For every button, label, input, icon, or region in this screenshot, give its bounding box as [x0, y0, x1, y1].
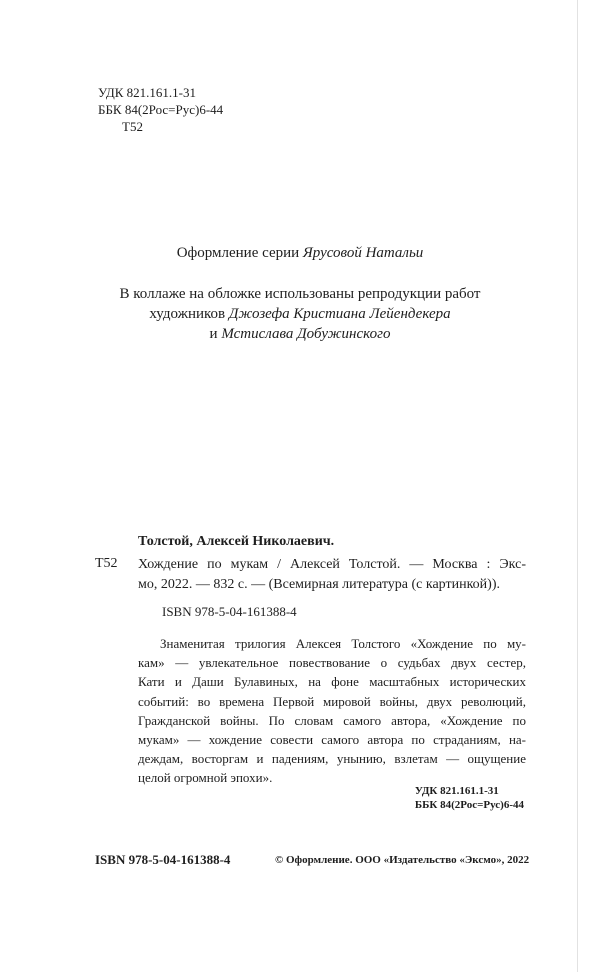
catalog-cutter-code: Т52: [95, 556, 118, 571]
cutter-code: Т52: [122, 119, 143, 134]
catalog-description-line: мо, 2022. — 832 с. — (Всемирная литература (с картинкой)).: [138, 577, 500, 592]
artist-leyendecker: Джозефа Кристиана Лейендекера: [228, 306, 451, 322]
bottom-bbk-code: ББК 84(2Рос=Рус)6-44: [414, 799, 524, 811]
cover-collage-credit: [0, 284, 600, 344]
page-edge-line: [577, 0, 578, 972]
series-design-prefix: Оформление серии: [176, 245, 303, 261]
bottom-udk-code: УДК 821.161.1-31: [414, 785, 499, 797]
annotation-line: Знаменитая трилогия Алексея Толстого «Хождение по му-: [160, 636, 526, 651]
annotation-line: Кати и Даши Булавиных, на фоне масштабных исторических: [138, 674, 526, 690]
annotation-line: кам» — увлекательное повествование о судьбах двух сестер,: [138, 655, 526, 671]
catalog-description: [138, 555, 526, 595]
annotation-line: целой огромной эпохи».: [138, 770, 273, 786]
book-annotation: [138, 634, 526, 788]
annotation-line: деждам, восторгам и падениям, унынию, взлетам — ощущение: [138, 751, 526, 767]
artist-dobuzhinsky: Мстислава Добужинского: [221, 326, 391, 342]
catalog-description-line: Хождение по мукам / Алексей Толстой. — Москва : Экс-: [138, 557, 526, 572]
series-designer-name: Ярусовой Натальи: [302, 245, 424, 261]
annotation-line: мукам» — хождение совести самого автора по страданиям, на-: [138, 732, 526, 748]
annotation-line: событий: во времена Первой мировой войны, двух революций,: [138, 693, 526, 709]
catalog-author: Толстой, Алексей Николаевич.: [138, 534, 335, 549]
collage-line-3: [0, 324, 600, 344]
footer-copyright: © Оформление. ООО «Издательство «Эксмо», 2022: [275, 854, 530, 866]
footer-isbn: ISBN 978-5-04-161388-4: [95, 852, 231, 867]
bbk-code: ББК 84(2Рос=Рус)6-44: [98, 102, 224, 117]
bottom-classification-codes: [415, 784, 524, 812]
collage-line-3-prefix: и: [209, 326, 222, 342]
annotation-line: Гражданской войны. По словам самого автора, «Хождение по: [138, 712, 526, 728]
series-design-credit: [0, 244, 600, 264]
collage-line-2-prefix: художников: [149, 306, 229, 322]
catalog-isbn: ISBN 978-5-04-161388-4: [162, 604, 297, 619]
top-classification-codes: [98, 84, 223, 135]
collage-line-1: В коллаже на обложке использованы репродукции работ: [119, 286, 481, 302]
collage-line-2: [0, 304, 600, 324]
udk-code: УДК 821.161.1-31: [98, 85, 197, 100]
